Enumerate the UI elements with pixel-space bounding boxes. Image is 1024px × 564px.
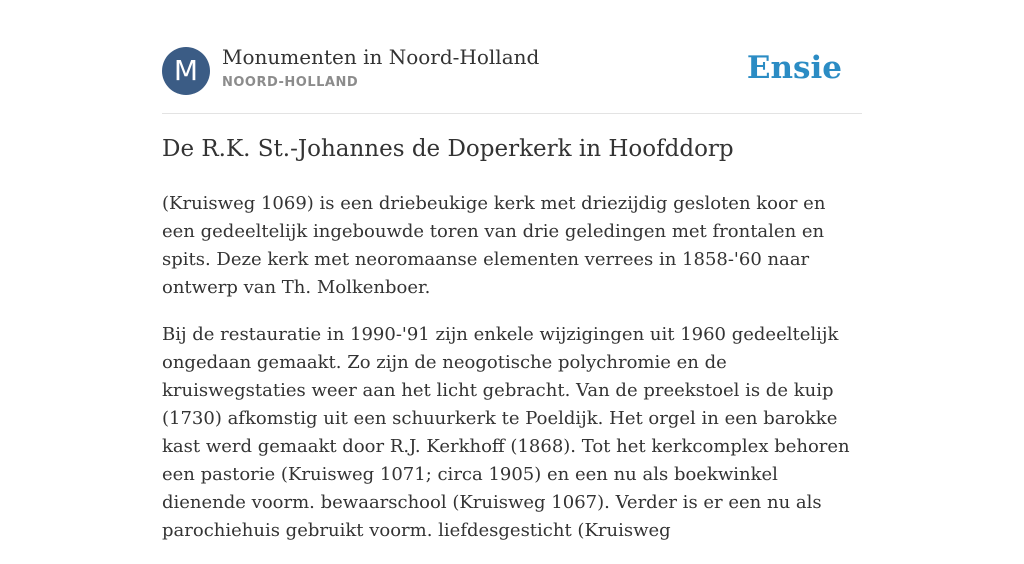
article-body xyxy=(162,190,862,564)
article-paragraph: Bij de restauratie in 1990-'91 zijn enkele wijzigingen uit 1960 gedeeltelijk ongedaan gemaakt. Zo zijn de neogotische polychromie en de kruiswegstaties weer aan het licht gebracht. Van de preekstoel is de kuip (1730) afkomstig uit een schuurkerk te Poeldijk. Het orgel in een barokke kast werd gemaakt door R.J. Kerkhoff (1868). Tot het kerkcomplex behoren een pastorie (Kruisweg 1071; circa 1905) en een nu als boekwinkel dienende voorm. bewaarschool (Kruisweg 1067). Verder is er een nu als parochiehuis gebruikt voorm. liefdesgesticht (Kruisweg xyxy=(162,324,850,541)
source-region-label: NOORD-HOLLAND xyxy=(222,75,359,90)
article-paragraph: (Kruisweg 1069) is een driebeukige kerk met driezijdig gesloten koor en een gedeeltelijk ingebouwde toren van drie geledingen met frontalen en spits. Deze kerk met neoromaanse elementen verrees in 1858-'60 naar ontwerp van Th. Molkenboer. xyxy=(162,193,826,298)
article-title: De R.K. St.-Johannes de Doperkerk in Hoofddorp xyxy=(162,136,734,162)
content-column xyxy=(162,0,862,541)
ensie-logo[interactable]: Ensie xyxy=(746,50,842,86)
source-avatar[interactable]: M xyxy=(162,47,210,95)
source-header xyxy=(162,0,862,114)
source-title-link[interactable]: Monumenten in Noord-Holland xyxy=(222,45,540,69)
